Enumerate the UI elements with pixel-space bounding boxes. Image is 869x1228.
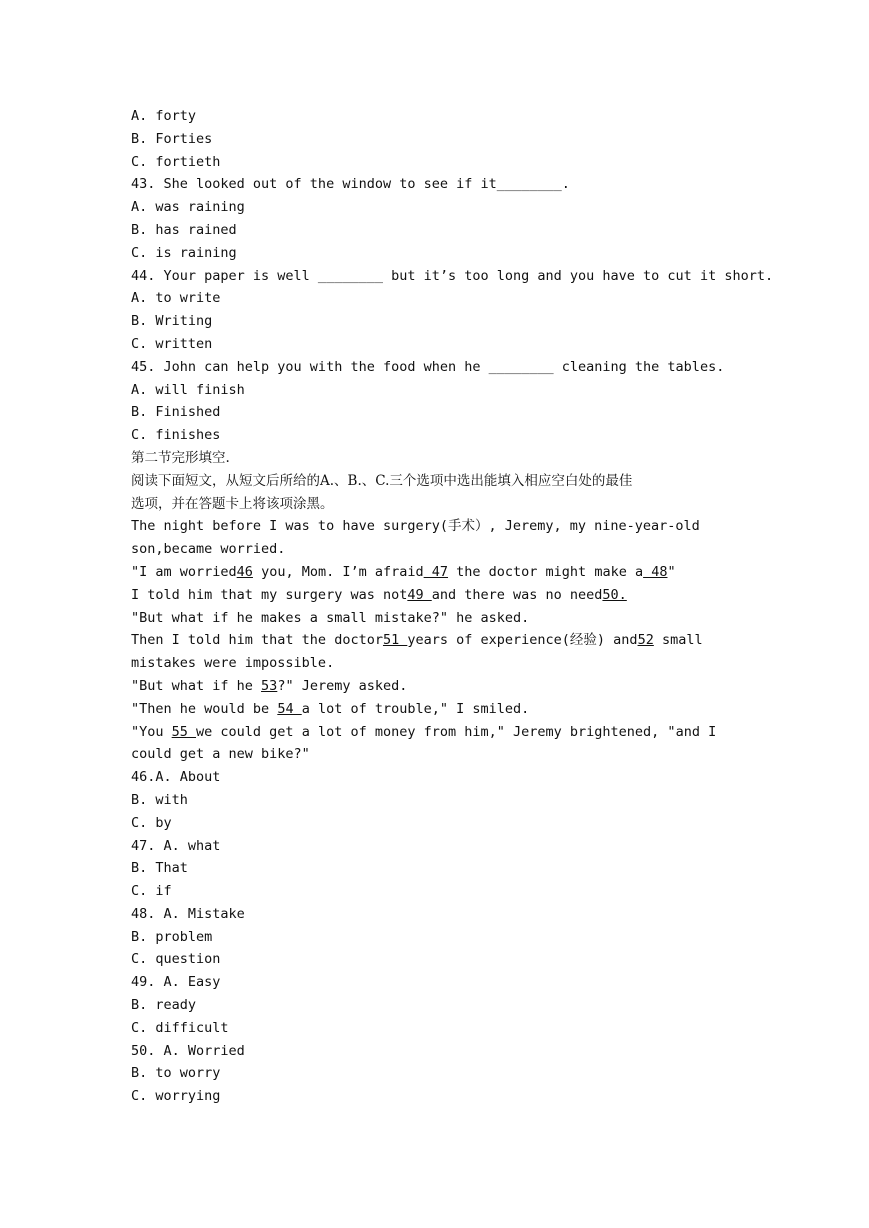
q43-option-b: B. has rained xyxy=(131,221,237,238)
q44-option-b: B. Writing xyxy=(131,313,213,330)
blank-53: 53 xyxy=(261,677,278,694)
q45-option-c: C. finishes xyxy=(131,427,221,444)
blank-49: 49 xyxy=(407,586,432,603)
q50-option-c: C. worrying xyxy=(131,1088,221,1105)
exam-page xyxy=(131,105,774,1108)
blank-48: 48 xyxy=(643,563,668,580)
q44-stem: 44. Your paper is well ________ but it’s too long and you have to cut it short. xyxy=(131,267,774,284)
blank-52: 52 xyxy=(637,632,654,649)
q43-option-a: A. was raining xyxy=(131,199,245,216)
passage-paragraph-7: "Then he would be 54 a lot of trouble," I smiled. xyxy=(131,700,530,717)
passage-paragraph-6: "But what if he 53?" Jeremy asked. xyxy=(131,677,408,694)
q45-option-a: A. will finish xyxy=(131,381,245,398)
blank-55: 55 xyxy=(171,723,197,740)
q45-option-b: B. Finished xyxy=(131,404,221,421)
q49-option-b: B. ready xyxy=(131,997,197,1014)
passage-paragraph-4: "But what if he makes a small mistake?" he asked. xyxy=(131,609,530,626)
q47-option-b: B. That xyxy=(131,860,188,877)
q48-stem: 48. A. Mistake xyxy=(131,905,245,922)
q42-option-a: A. forty xyxy=(131,108,197,124)
q44-option-a: A. to write xyxy=(131,290,221,307)
q42-option-c: C. fortieth xyxy=(131,153,221,170)
q46-option-c: C. by xyxy=(131,814,172,831)
q46-stem: 46.A. About xyxy=(131,769,221,786)
blank-54: 54 xyxy=(277,700,302,717)
passage-paragraph-1: The night before I was to have surgery(手术）, Jeremy, my nine-year-old son,became worried. xyxy=(131,518,708,558)
q44-option-c: C. written xyxy=(131,335,213,352)
passage-paragraph-5: Then I told him that the doctor51 years of experience(经验) and52 small mistakes were impossible. xyxy=(131,632,711,672)
blank-46: 46 xyxy=(236,563,253,580)
q42-option-b: B. Forties xyxy=(131,130,213,147)
q47-stem: 47. A. what xyxy=(131,837,221,854)
blank-51: 51 xyxy=(382,632,408,649)
q45-stem: 45. John can help you with the food when he ________ cleaning the tables. xyxy=(131,358,725,375)
passage-paragraph-8: "You 55 we could get a lot of money from him," Jeremy brightened, "and I could get a new bike?" xyxy=(131,723,725,763)
q50-stem: 50. A. Worried xyxy=(131,1042,245,1059)
passage-paragraph-2: "I am worried46 you, Mom. I’m afraid 47 the doctor might make a 48" xyxy=(131,563,676,580)
q43-option-c: C. is raining xyxy=(131,244,237,261)
section-heading: 第二节完形填空. xyxy=(131,449,230,466)
q49-option-c: C. difficult xyxy=(131,1019,229,1036)
blank-50: 50. xyxy=(602,586,627,603)
q48-option-b: B. problem xyxy=(131,928,213,945)
q48-option-c: C. question xyxy=(131,951,221,968)
q49-stem: 49. A. Easy xyxy=(131,974,221,991)
q46-option-b: B. with xyxy=(131,791,188,808)
section-instructions-line2: 选项，并在答题卡上将该项涂黑。 xyxy=(131,495,334,512)
section-instructions-line1: 阅读下面短文，从短文后所给的A.、B.、C.三个选项中选出能填入相应空白处的最佳 xyxy=(131,472,633,489)
q47-option-c: C. if xyxy=(131,883,172,900)
q43-stem: 43. She looked out of the window to see if it________. xyxy=(131,176,570,193)
blank-47: 47 xyxy=(423,563,449,580)
passage-paragraph-3: I told him that my surgery was not49 and there was no need50. xyxy=(131,586,627,603)
q50-option-b: B. to worry xyxy=(131,1065,221,1082)
